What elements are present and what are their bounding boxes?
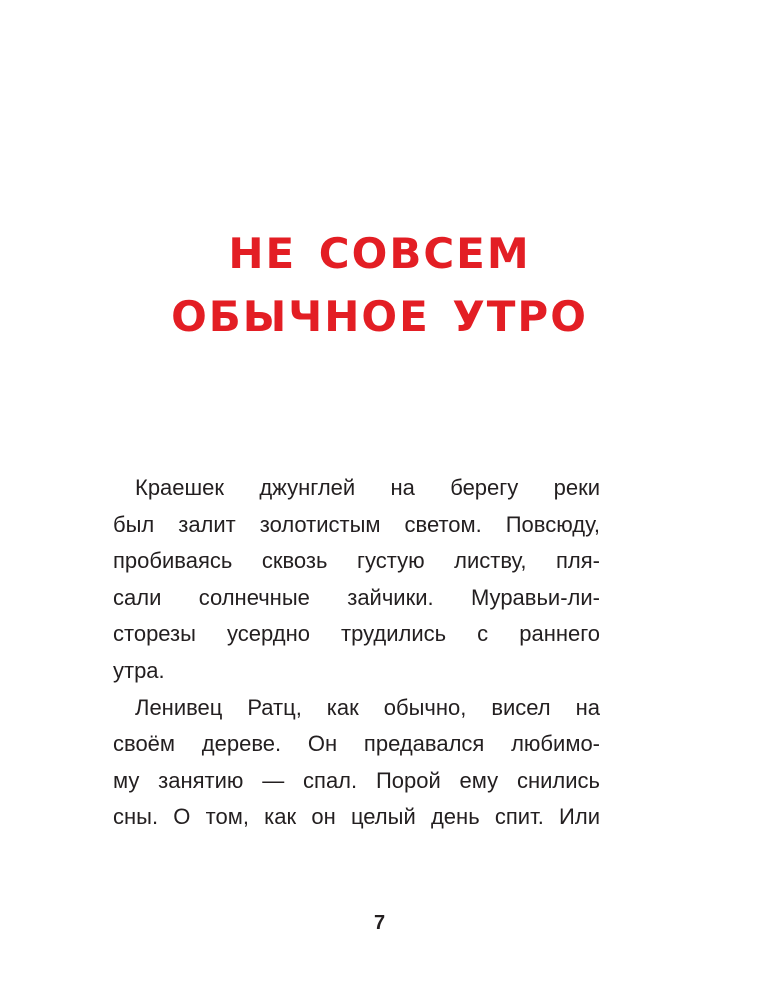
text-line: был залит золотистым светом. Повсюду, xyxy=(113,511,600,537)
paragraph-2 xyxy=(113,690,600,836)
chapter-body-text xyxy=(113,470,600,836)
text-line: Ленивец Ратц, как обычно, висел на xyxy=(135,694,600,720)
text-line: Краешек джунглей на берегу реки xyxy=(135,475,600,500)
paragraph-1 xyxy=(113,470,600,690)
text-line: пробиваясь сквозь густую листву, пля- xyxy=(113,548,600,574)
chapter-title-line-1: НЕ СОВСЕМ xyxy=(228,229,531,278)
chapter-title-line-2: ОБЫЧНОЕ УТРО xyxy=(171,292,588,341)
text-line: сторезы усердно трудились с раннего xyxy=(113,621,600,647)
text-line: утра. xyxy=(113,657,165,683)
chapter-title xyxy=(0,222,759,348)
page-number: 7 xyxy=(373,912,386,934)
text-line: сны. О том, как он целый день спит. Или xyxy=(113,804,600,830)
text-line: своём дереве. Он предавался любимо- xyxy=(113,731,600,757)
text-line: сали солнечные зайчики. Муравьи-ли- xyxy=(113,584,600,610)
text-line: му занятию — спал. Порой ему снились xyxy=(113,767,600,793)
